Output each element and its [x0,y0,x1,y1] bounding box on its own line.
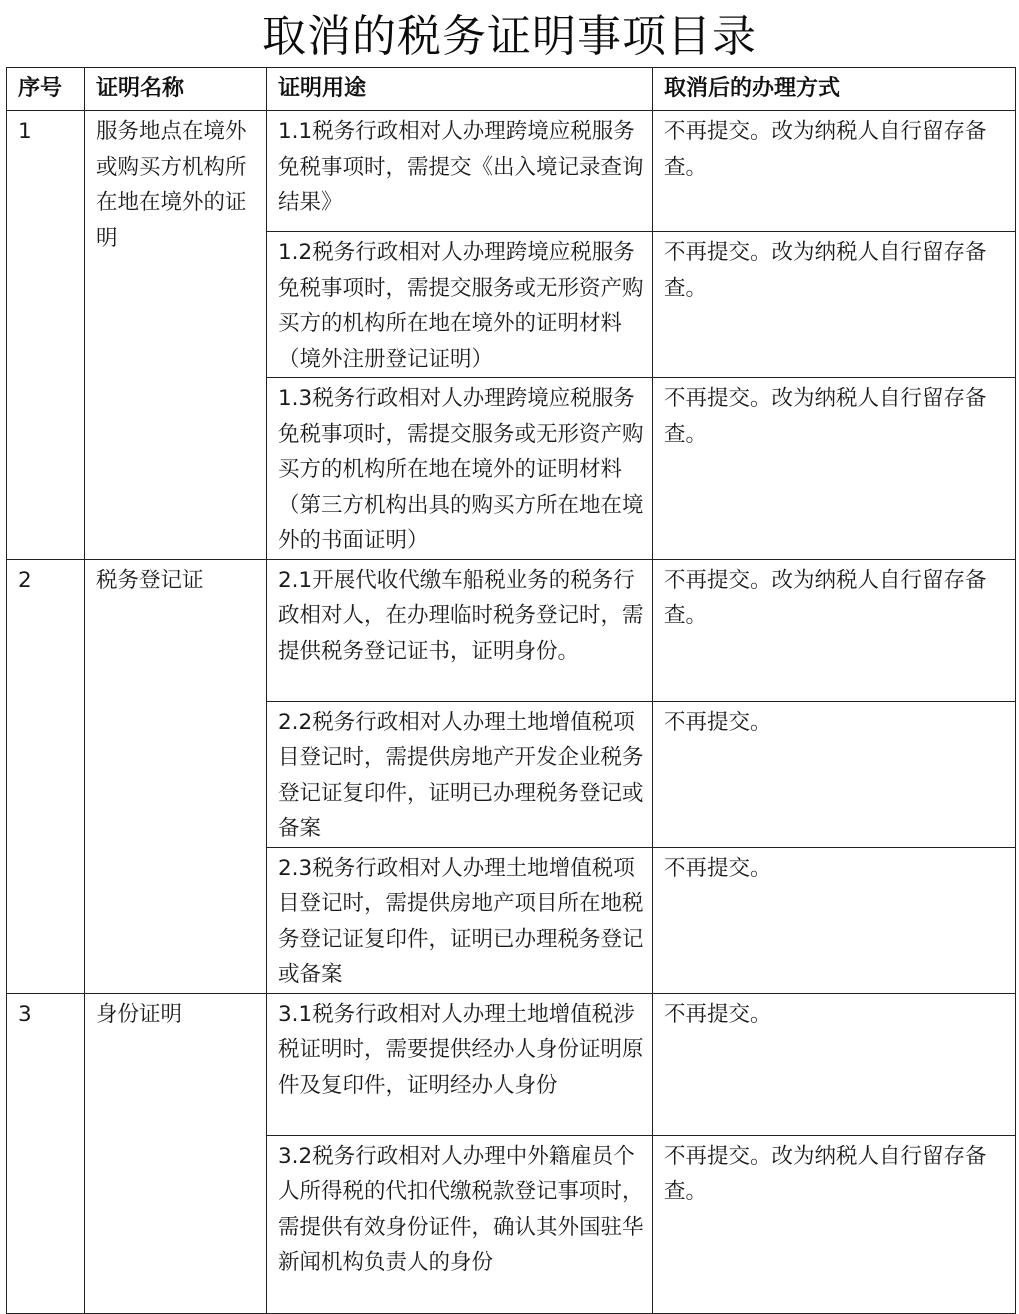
table-header-row [7,68,1016,111]
table-row [7,559,1016,701]
table-row [7,993,1016,1135]
certificate-name: 服务地点在境外或购买方机构所在地在境外的证明 [85,111,267,560]
certificate-name: 身份证明 [85,993,267,1313]
table-row [7,111,1016,232]
row-number: 3 [7,993,85,1313]
handling-after-cancel: 不再提交。 [653,701,1016,847]
row-number: 1 [7,111,85,560]
handling-after-cancel: 不再提交。改为纳税人自行留存备查。 [653,232,1016,378]
handling-after-cancel: 不再提交。改为纳税人自行留存备查。 [653,111,1016,232]
header-name: 证明名称 [85,68,267,111]
row-number: 2 [7,559,85,993]
handling-after-cancel: 不再提交。改为纳税人自行留存备查。 [653,378,1016,560]
certificate-use: 2.1开展代收代缴车船税业务的税务行政相对人，在办理临时税务登记时，需提供税务登记证书，证明身份。 [267,559,653,701]
header-use: 证明用途 [267,68,653,111]
certificate-use: 1.3税务行政相对人办理跨境应税服务免税事项时，需提交服务或无形资产购买方的机构所在地在境外的证明材料（第三方机构出具的购买方所在地在境外的书面证明） [267,378,653,560]
page-title: 取消的税务证明事项目录 [262,11,757,62]
handling-after-cancel: 不再提交。改为纳税人自行留存备查。 [653,559,1016,701]
certificate-use: 3.1税务行政相对人办理土地增值税涉税证明时，需要提供经办人身份证明原件及复印件，证明经办人身份 [267,993,653,1135]
certificate-use: 1.2税务行政相对人办理跨境应税服务免税事项时，需提交服务或无形资产购买方的机构所在地在境外的证明材料（境外注册登记证明） [267,232,653,378]
certificate-use: 1.1税务行政相对人办理跨境应税服务免税事项时，需提交《出入境记录查询结果》 [267,111,653,232]
header-after: 取消后的办理方式 [653,68,1016,111]
certificate-use: 2.3税务行政相对人办理土地增值税项目登记时，需提供房地产项目所在地税务登记证复印件，证明已办理税务登记或备案 [267,847,653,993]
handling-after-cancel: 不再提交。 [653,847,1016,993]
certificate-catalog-table [6,67,1016,1314]
handling-after-cancel: 不再提交。改为纳税人自行留存备查。 [653,1135,1016,1313]
header-no: 序号 [7,68,85,111]
certificate-use: 2.2税务行政相对人办理土地增值税项目登记时，需提供房地产开发企业税务登记证复印件，证明已办理税务登记或备案 [267,701,653,847]
handling-after-cancel: 不再提交。 [653,993,1016,1135]
certificate-use: 3.2税务行政相对人办理中外籍雇员个人所得税的代扣代缴税款登记事项时，需提供有效身份证件，确认其外国驻华新闻机构负责人的身份 [267,1135,653,1313]
certificate-name: 税务登记证 [85,559,267,993]
